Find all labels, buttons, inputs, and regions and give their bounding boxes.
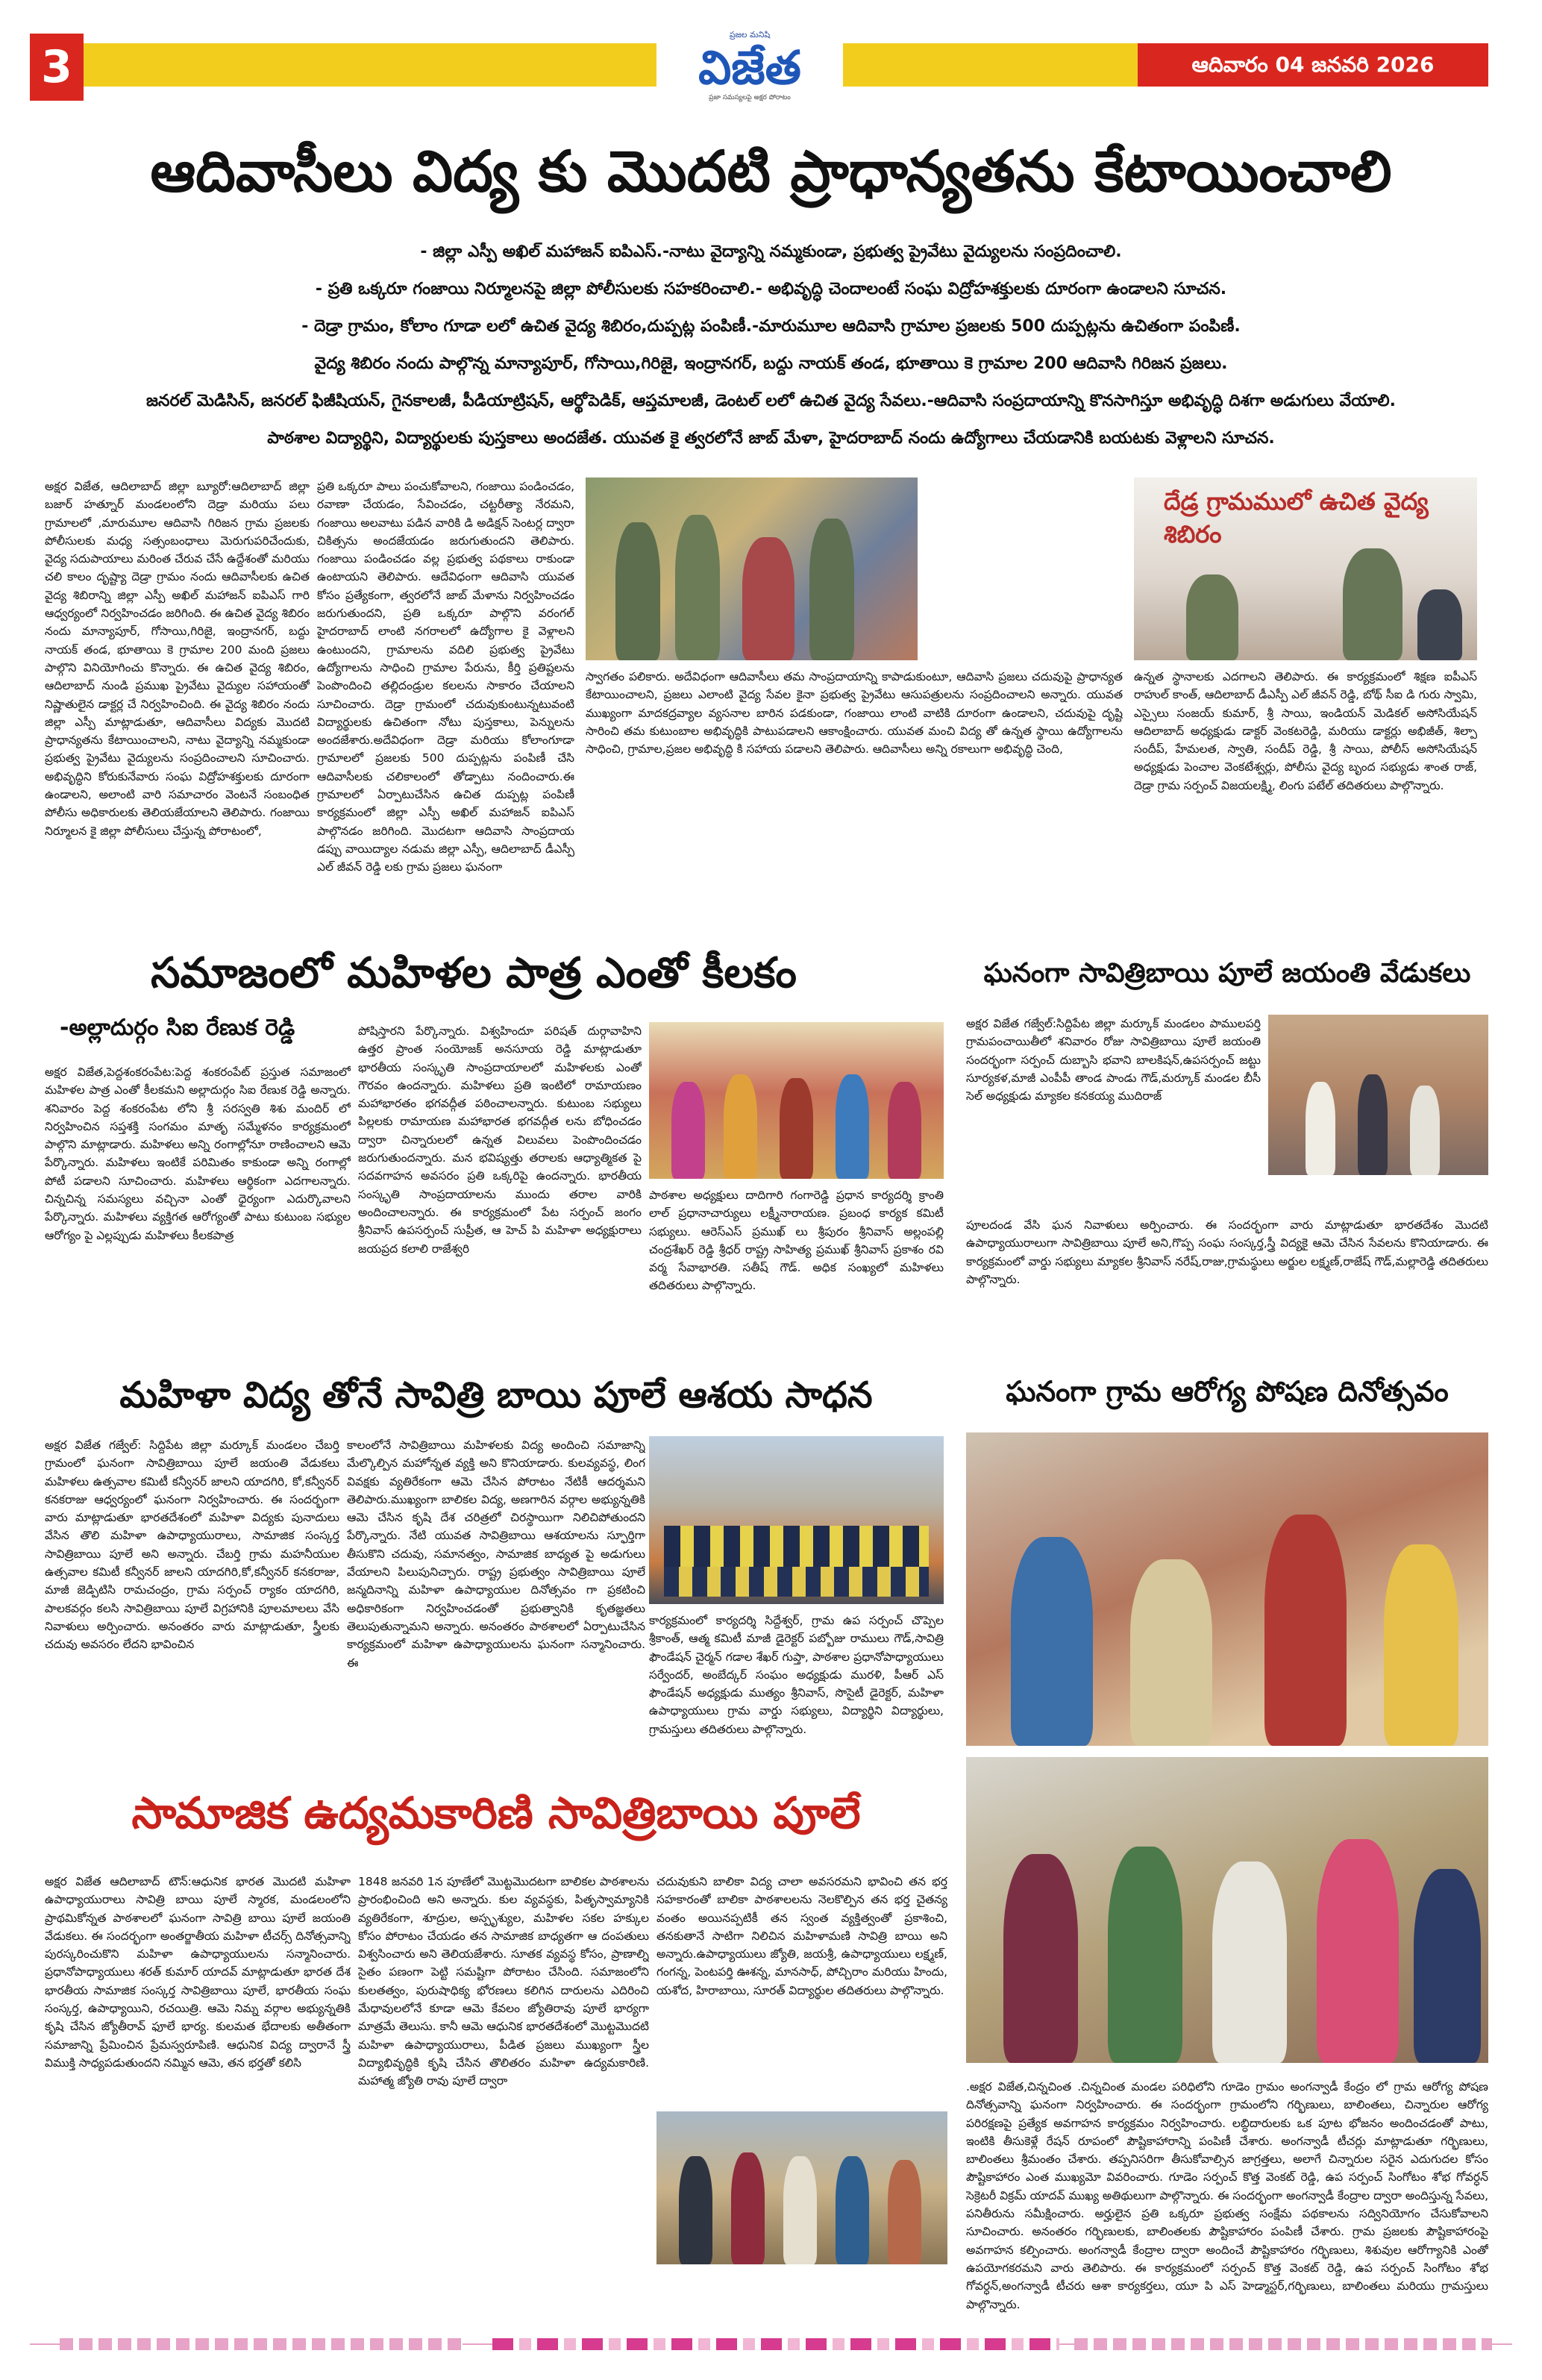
issue-date: ఆదివారం 04 జనవరి 2026 [1138, 43, 1488, 87]
footer-decoration [30, 2337, 1512, 2352]
masthead-logo [656, 30, 843, 101]
lead-headline: ఆదివాసీలు విద్య కు మొదటి ప్రాధాన్యతను కేటాయించాలి [150, 138, 1392, 204]
story2-photo [649, 1022, 944, 1179]
story4-photo-1 [966, 1432, 1488, 1746]
header-bar-right [843, 43, 1138, 87]
story3-headline: ఘనంగా సావిత్రిబాయి పూలే జయంతి వేడుకలు [983, 958, 1471, 989]
lead-column-4: ఉన్నత స్థానాలకు ఎదగాలని తెలిపారు. ఈ కార్యక్రమంలో శిక్షణ ఐపీఎస్ రాహుల్ కాంత్, ఆదిలాబాద్ డీఎస్పీ ఎల్ జీవన్ రెడ్డి, బోథ్ సీఐ డి గురు స్వామి, ఎస్సైలు సంజయ్ కుమార్, శ్రీ సాయి, ఇండియన్ మెడికల్ అసోసియేషన్ ఆదిలాబాద్ అధ్యక్షుడు డాక్టర్ వెంకటరెడ్డి, మరియు డాక్టర్లు అభిజీత్, శిల్పా సందీప్, హేమలత, స్వాతి, సందీప్ రెడ్డి, శ్రీ సాయి, పోలీస్ అసోసియేషన్ అధ్యక్షుడు పెంచాల వెంకటేశ్వర్లు, పోలీసు వైద్య బృంద సభ్యుడు శాంత రాజ్, దెడ్రా గ్రామ సర్పంచ్ విజయలక్ష్మి, లింగు పటేల్ తదితరులు పాల్గొన్నారు. [1134, 670, 1477, 792]
lead-column-2: ప్రతి ఒక్కరూ పాలు పంచుకోవాలని, గంజాయి పండించడం, రవాణా చేయడం, సేవించడం, చట్టరీత్యా నేరమని, గంజాయి అలవాటు పడిన వారికి డి అడిక్షన్ సెంటర్ల ద్వారా చికిత్సను అందజేయడం జరుగుతుందని తెలిపారు. గంజాయి పండించడం వల్ల ప్రభుత్వ పథకాలు రాకుండా ఉంటాయని తెలిపారు. ఆదేవిధంగా ఆదివాసి యువత కోసం ప్రత్యేకంగా, త్వరలోనే జాబ్ మేళాను నిర్వహించడం జరుగుతుందని, ప్రతి ఒక్కరూ పాల్గొని వరంగల్ హైదరాబాద్ లాంటి నగరాలలో ఉద్యోగాల కై వెళ్లాలని ఉంటుందని, గ్రామాలను వదిలి ప్రభుత్వ ప్రైవేటు ఉద్యోగాలను సాధించి గ్రామాల పేరును, కీర్తి ప్రతిష్టలను పెంపొందించి తల్లిదండ్రుల కలలను సాకారం చేయాలని సూచించారు. దెడ్రా గ్రామంలో చదువుకుంటున్నటువంటి విద్యార్థులకు ఉచితంగా నోటు పుస్తకాలు, పెన్నులను అందజేశారు.అదేవిధంగా దెడ్రా మరియు కోలాంగూడా గ్రామాలలో ప్రజలకు 500 దుప్పట్లను పంపిణీ చేసి ఆదివాసీలకు చలికాలంలో తోడ్పాటు నందించారు.ఈ గ్రామాలలో ఏర్పాటుచేసిన ఉచిత దుప్పట్ల పంపిణీ కార్యక్రమంలో జిల్లా ఎస్పీ అఖిల్ మహాజన్ ఐపిఎస్ పాల్గొనడం జరిగింది. మొదటగా ఆదివాసి సాంప్రదాయ డప్పు వాయిద్యాల నడుమ జిల్లా ఎస్పీ, ఆదిలాబాద్ డీఎస్పీ ఎల్ జీవన్ రెడ్డి లకు గ్రామ ప్రజలు ఘనంగా [317, 480, 574, 874]
story5-photo [649, 1436, 944, 1604]
story2-column-2: పోషిస్తారని పేర్కొన్నారు. విశ్వహిందూ పరిషత్ దుర్గావాహిని ఉత్తర ప్రాంత సంయోజక్ అనసూయ రెడ్డి మాట్లాడుతూ భారతీయ సంస్కృతి సాంప్రదాయాలలో మహిళలకు ఎంతో గౌరవం ఉందన్నారు. మహిళలు ప్రతి ఇంటిలో రామాయణం మహాభారతం భగవద్గీత పఠించాలన్నారు. కుటుంబ సభ్యులు పిల్లలకు రామాయణ మహాభారత భగవద్గీత లను బోధించడం ద్వారా చిన్నారులలో ఉన్నత విలువలు పెంపొందించడం జరుగుతుందన్నారు. మన భవిష్యత్తు తరాలకు ఆధ్యాత్మికత పై సదవగాహన అవసరం ప్రతి ఒక్కరిపై ఉందన్నారు. భారతీయ సంస్కృతి సాంప్రదాయాలను ముందు తరాల వారికి అందించాలన్నారు. ఈ కార్యక్రమంలో పేట సర్పంచ్ జంగం శ్రీనివాస్ ఉపసర్పంచ్ సుప్రీత, ఆ హెచ్ పి మహిళా అధ్యక్షురాలు జయప్రద కలాలి రాజేశ్వరి [358, 1024, 642, 1256]
story6-headline: సామాజిక ఉద్యమకారిణి సావిత్రిబాయి పూలే [131, 1788, 861, 1838]
story3-column-1: అక్షర విజేత గజ్వేల్:సిద్దిపేట జిల్లా మర్కూక్ మండలం పాములపర్తి గ్రామపంచాయితీలో శనివారం రోజు సావిత్రిబాయి పూలే జయంతి సందర్భంగా సర్పంచ్ దుబ్బాసి భవాని బాలకిషన్,ఉపసర్పంచ్ జట్టు సూర్యకళ,మాజీ ఎంపీపీ తాండ పాండు గౌడ్,మర్కూక్ మండల బీసీ సెల్ అధ్యక్షుడు మ్యాకల కనకయ్య ముదిరాజ్ [966, 1017, 1261, 1103]
photo-banner-text: దేడ్ర గ్రామములో ఉచిత వైద్య శిబిరం [1164, 487, 1429, 548]
story6-column-1: అక్షర విజేత ఆదిలాబాద్ టౌన్:ఆధునిక భారత మొదటి మహిళా ఉపాధ్యాయురాలు సావిత్రి బాయి పూలే స్మారక, మండలంలోని ప్రాథమికోన్నత పాఠశాలలో ఘనంగా సావిత్రి బాయి పూలే జయంతి వేడుకలు. ఈ సందర్భంగా అంతర్జాతీయ మహిళా టీచర్స్ దినోత్సవాన్ని పురస్కరించుకొని మహిళా ఉపాధ్యాయులను సన్మానించారు. ప్రధానోపాధ్యాయులు శరత్ కుమార్ యాదవ్ మాట్లాడుతూ భారత దేశ భారతీయ సామాజిక సంస్కర్త సావిత్రిబాయి పూలే, భారతీయ సంఘ సంస్కర్త, ఉపాధ్యాయిని, రచయిత్రి. ఆమె నిమ్న వర్గాల అభ్యున్నతికి కృషి చేసిన జ్యోతీరావ్ ఫూలే భార్య. కులమత భేదాలకు అతీతంగా సమాజాన్ని ప్రేమించిన ప్రేమస్వరూపిణి. ఆధునిక విద్య ద్వారానే స్త్రీ విముక్తి సాధ్యపడుతుందని నమ్మిన ఆమె, తన భర్తతో కలిసి [45, 1875, 351, 2070]
story3-photo [1268, 1015, 1488, 1175]
lead-column-3: స్వాగతం పలికారు. అదేవిధంగా ఆదివాసీలు తమ సాంప్రదాయాన్ని కాపాడుకుంటూ, ఆదివాసి ప్రజలు చదువుపై ప్రాధాన్యత కేటాయించాలని, ప్రజలు ఎలాంటి వైద్య సేవల కైనా ప్రభుత్వ ప్రైవేటు ఆసుపత్రులను సంప్రదించాలని అన్నారు. యువత ముఖ్యంగా మాదకద్రవ్యాల వ్యసనాల బారిన పడకుండా, గంజాయి లాంటి వాటికి దూరంగా ఉండాలని, చదువుపై దృష్టి సారించి తమ కుటుంబాల అభివృద్ధికి పాటుపడాలని ఆకాంక్షించారు. యువత మంచి విద్య తో ఉన్నత స్థాయి ఉద్యోగాలను సాధించి, గ్రామాల,ప్రజల అభివృద్ధి కి సహాయ పడాలని తెలిపారు. ఆదివాసీలు అన్ని రకాలుగా అభివృద్ధి చెంది, [586, 670, 1123, 757]
story2-column-1: అక్షర విజేత,పెద్దశంకరంపేట:పెద్ద శంకరంపేట్ ప్రస్తుత సమాజంలో మహిళల పాత్ర ఎంతో కీలకమని అల్లాదుర్గం సిఐ రేణుక రెడ్డి అన్నారు. శనివారం పెద్ద శంకరంపేట లోని శ్రీ సరస్వతి శిశు మందిర్ లో నిర్వహించిన సప్తశక్తి సంగమం మాతృ సమ్మేళనం కార్యక్రమంలో పాల్గొని మాట్లాడారు. మహిళలు అన్ని రంగాల్లోనూ రాణించాలని ఆమె పేర్కొన్నారు. మహిళలు ఇంటికే పరిమితం కాకుండా అన్ని రంగాల్లో పోటీ పడాలని సూచించారు. మహిళలు ఆర్థికంగా ఎదగాలన్నారు. చిన్నచిన్న సమస్యలు వచ్చినా ఎంతో ధైర్యంగా ఎదుర్కొవాలని పేర్కొన్నారు. మహిళలు వ్యక్తిగత ఆరోగ్యంతో పాటు కుటుంబ సభ్యుల ఆరోగ్యం పై ఎల్లప్పుడు మహిళలు కీలకపాత్ర [45, 1065, 351, 1242]
lead-photo-2 [1134, 477, 1477, 660]
story2-column-3: పాఠశాల అధ్యక్షులు దాదిగారి గంగారెడ్డి ప్రధాన కార్యదర్శి క్రాంతి లాల్ ప్రధానాచార్యులు లక్ష్మీనారాయణ. ప్రబంధ కార్యక కమిటీ సభ్యులు. ఆరెస్ఎస్ ప్రముఖ్ లు శ్రీపురం శ్రీనివాస్ అల్లంపల్లి చంద్రశేఖర్ రెడ్డి శ్రీధర్ రాష్ట్ర సాహిత్య ప్రముఖ్ శ్రీనివాస్ ప్రకాశం రవి వర్మ సేవాభారతి. సతీష్ గౌడ్. అధిక సంఖ్యలో మహిళలు తదితరులు పాల్గొన్నారు. [649, 1189, 944, 1293]
story6-column-3: చదువుకుని బాలికా విద్య చాలా అవసరమని భావించి తన భర్త సహకారంతో బాలికా పాఠశాలలను నెలకొల్పిన తన భర్త చైతన్య వంతం అయినప్పటికీ తన స్వంత వ్యక్తిత్వంతో ప్రకాశించి, తనకుతానే సాటిగా నిలిచిన మహిళామణి సావిత్రి బాయి అని అన్నారు.ఉపాధ్యాయులు జ్యోతి, జయశ్రీ, ఉపాధ్యాయులు లక్ష్మణ్, గంగన్న, పెంటపర్తి ఊశన్న, మానసాధ్, పోచ్చిరాం మరియు హిందు, యశోద, హిరాబాయి, సూరత్ విద్యార్థుల తదితరులు పాల్గొన్నారు. [656, 1875, 947, 1997]
story2-byline: -అల్లాదుర్గం సిఐ రేణుక రెడ్డి [60, 1015, 295, 1041]
story2-headline: సమాజంలో మహిళల పాత్ర ఎంతో కీలకం [151, 949, 797, 998]
lead-bullet: - దెడ్రా గ్రామం, కోలాం గూడా లలో ఉచిత వైద్య శిబిరం,దుప్పట్ల పంపిణీ.-మారుమూల ఆదివాసి గ్రామాల ప్రజలకు 500 దుప్పట్లను ఉచితంగా పంపిణీ. [301, 317, 1241, 336]
story4-headline: ఘనంగా గ్రామ ఆరోగ్య పోషణ దినోత్సవం [1006, 1375, 1449, 1408]
lead-column-1: అక్షర విజేత, ఆదిలాబాద్ జిల్లా బ్యూరో:ఆదిలాబాద్ జిల్లా బజార్ హత్నూర్ మండలంలోని దెడ్రా మరియు పలు గ్రామాలలో ,మారుమూల ఆదివాసి గిరిజన గ్రామ ప్రజలకు పోలీసులకు మధ్య సత్సంబంధాలు మెరుగుపరిచేందుకు, వైద్య సదుపాయాలు మరింత చేరువ చేసే ఉద్దేశంతో మరియు చలి కాలం దృష్ట్యా దెడ్రా గ్రామం నందు ఆదివాసీలకు ఉచిత వైద్య శిబిరాన్ని జిల్లా ఎస్పీ అఖిల్ మహాజన్ ఐపిఎస్ గారి ఆధ్వర్యంలో నిర్వహించడం జరిగింది. ఈ ఉచిత వైద్య శిబిరం నందు మాన్యాపూర్, గోసాయి,గిరిజై, ఇంద్రానగర్, బద్దు నాయక్ తండ, భూతాయి కె గ్రామాల 200 మంది ప్రజలు పాల్గొని వినియోగించు కొన్నారు. ఈ ఉచిత వైద్య శిబిరం, ఆదిలాబాద్ నుండి ప్రముఖ ప్రైవేటు వైద్యుల సహాయంతో నిష్ణాతులైన డాక్టర్ల చే నిర్వహించింది. ఈ వైద్య శిబిరం నందు జిల్లా ఎస్పీ మాట్లాడుతూ, ఆదివాసీలు విద్యకు మొదటి ప్రాధాన్యతను కేటాయించాలని, నాటు వైద్యాన్ని నమ్మకుండా ప్రభుత్వ ప్రైవేటు వైద్యులను సంప్రదించాలని సూచించారు. అభివృద్ధిని కోరుకునేవారు సంఘ విద్రోహశక్తులకు దూరంగా ఉండాలని, అలాంటి వారి సమాచారం వెంటనే సంబంధిత పోలీసు అధికారులకు తెలియజేయాలని తెలిపారు. గంజాయి నిర్మూలన కై జిల్లా పోలీసులు చేస్తున్న పోరాటంలో, [45, 480, 310, 838]
story5-column-2: కాలంలోనే సావిత్రిబాయి మహిళలకు విద్య అందించి సమాజాన్ని మేల్కొల్పిన మహోన్నత వ్యక్తి అని కొనియాడారు. కులవ్యవస్థ, లింగ వివక్షకు వ్యతిరేకంగా ఆమె చేసిన పోరాటం నేటికీ ఆదర్శమని తెలిపారు.ముఖ్యంగా బాలికల విద్య, అణగారిన వర్గాల అభ్యున్నతికి ఆమె చేసిన కృషి దేశ చరిత్రలో చిరస్థాయిగా నిలిచిపోతుందని పేర్కొన్నారు. నేటి యువత సావిత్రిబాయి ఆశయాలను స్ఫూర్తిగా తీసుకొని చదువు, సమానత్వం, సామాజిక బాధ్యత పై అడుగులు వేయాలని పిలుపునిచ్చారు. రాష్ట్ర ప్రభుత్వం సావిత్రిబాయి పూలే జన్మదినాన్ని మహిళా ఉపాధ్యాయుల దినోత్సవం గా ప్రకటించి అధికారికంగా నిర్వహించడంతో ప్రభుత్వానికి కృతజ్ఞతలు తెలుపుతున్నామని అన్నారు. అనంతరం పాఠశాలలో ఏర్పాటుచేసిన కార్యక్రమంలో మహిళా ఉపాధ్యాయులను ఘనంగా సన్మానించారు. ఈ [347, 1438, 645, 1670]
logo-name: విజేత [698, 40, 801, 95]
logo-tagline: ప్రజల మనిషి [729, 30, 771, 40]
story5-column-1: అక్షర విజేత గజ్వేల్: సిద్దిపేట జిల్లా మర్కూక్ మండలం చేబర్తి గ్రామంలో ఘనంగా సావిత్రిబాయి పూలే జయంతి వేడుకలు మహిళలు ఉత్సవాల కమిటీ కన్వీనర్ జాలని యాదగిరి, కో,కన్వీనర్ కనకరాజు ఆధ్వర్యంలో ఘనంగా నిర్వహించారు. ఈ సందర్భంగా వారు మాట్లాడుతూ భారతదేశంలో మహిళా విద్యకు పునాదులు వేసిన తొలి మహిళా ఉపాధ్యాయురాలు, సామాజిక సంస్కర్త సావిత్రిబాయి పూలే అని అన్నారు. చేబర్తి గ్రామ మహనీయుల ఉత్సవాల కమిటీ కన్వీనర్ జాలని యాదగిరి,కో,కన్వీనర్ కనకరాజు, మాజీ జెడ్పిటిసి రామచంద్రం, గ్రామ సర్పంచ్ ర్యాకం యాదగిరి, పాలకవర్గం కలసి సావిత్రిబాయి పూలే విగ్రహానికి పూలమాలలు వేసి నివాళులు అర్పించారు. అనంతరం వారు మాట్లాడుతూ, స్త్రీలకు చదువు అవసరం లేదని భావించిన [45, 1438, 339, 1652]
story4-photo-2 [966, 1757, 1488, 2063]
lead-photo-1 [586, 477, 918, 660]
story6-column-2: 1848 జనవరి 1న పూణేలో మొట్టమొదటగా బాలికల పాఠశాలను ప్రారంభించింది అని అన్నారు. కుల వ్యవస్థకు, పితృస్వామ్యానికి వ్యతిరేకంగా, శూద్రుల, అస్పృశ్యుల, మహిళల సకల హక్కుల కోసం పోరాటం చేయడం తన సామాజిక బాధ్యతగా ఆ దంపతులు విశ్వసించారు అని తెలియజేశారు. సూతక వ్యవస్థ కోసం, ప్రాణాల్ని సైతం పణంగా పెట్టి సమష్టిగా పోరాటం చేసింది. సమాజంలోని కులతత్వం, పురుషాధిక్య భోరణలు కలిగిన దారులను ఎదిరించి మేధావులలోనే కూడా ఆమె కేవలం జ్యోతిరావు పూలే భార్యగా మాత్రమే తెలుసు. కానీ ఆమె ఆధునిక భారతదేశంలో మొట్టమొదటి మహిళా ఉపాధ్యాయురాలు, పీడిత ప్రజలు ముఖ్యంగా స్త్రీల విద్యాభివృద్ధికి కృషి చేసిన తొలితరం మహిళా ఉద్యమకారిణి. మహాత్మ జ్యోతి రావు పూలే ద్వారా [358, 1875, 649, 2088]
story3-column-2: పూలదండ వేసి ఘన నివాళులు అర్పించారు. ఈ సందర్భంగా వారు మాట్లాడుతూ భారతదేశం మొదటి ఉపాధ్యాయురాలుగా సావిత్రిబాయి పూలే అని,గొప్ప సంఘ సంస్కర్త,స్త్రీ విద్యకై ఆమె చేసిన సేవలను కొనియాడారు. ఈ కార్యక్రమంలో వార్డు సభ్యులు మ్యాకల శ్రీనివాస్ నరేష్,రాజు,గ్రామస్థులు అర్జుల లక్ష్మణ్,రాజేష్ గౌడ్,మల్లారెడ్డి తదితరులు పాల్గొన్నారు. [966, 1218, 1488, 1286]
logo-subtitle: ప్రజా సమస్యలపై అక్షర పోరాటం [709, 94, 791, 101]
page-number: 3 [30, 34, 84, 101]
story5-column-3: కార్యక్రమంలో కార్యదర్శి సిద్దేశ్వర్, గ్రామ ఉప సర్పంచ్ చొప్పెల శ్రీకాంత్, ఆత్మ కమిటీ మాజీ డైరెక్టర్ పబ్బోజు రాములు గౌడ్,సావిత్రి ఫౌండేషన్ చైర్మన్ గడాల శేఖర్ గుప్తా, పాఠశాల ప్రధానోపాధ్యాయులు సర్వేందర్, అంబేద్కర్ సంఘం అధ్యక్షుడు మురళి, పీఆర్ ఎస్ ఫౌండేషన్ అధ్యక్షుడు ముత్యం శ్రీనివాస్, సొసైటీ డైరెక్టర్, మహిళా ఉపాధ్యాయులు గ్రామ వార్డు సభ్యులు, విద్యార్థిని విద్యార్థులు, గ్రామస్తులు తదితరులు పాల్గొన్నారు. [649, 1614, 944, 1736]
lead-bullet: జనరల్ మెడిసిన్, జనరల్ ఫిజీషియన్, గైనకాలజీ, పీడియాట్రిషన్, ఆర్థోపెడిక్, ఆప్తమాలజీ, డెంటల్ లలో ఉచిత వైద్య సేవలు.-ఆదివాసి సంప్రదాయాన్ని కొనసాగిస్తూ అభివృద్ధి దిశగా అడుగులు వేయాలి. [145, 392, 1397, 410]
story5-headline: మహిళా విద్య తోనే సావిత్రి బాయి పూలే ఆశయ సాధన [119, 1374, 873, 1416]
lead-bullet: - జిల్లా ఎస్పీ అఖిల్ మహాజన్ ఐపిఎస్.-నాటు వైద్యాన్ని నమ్మకుండా, ప్రభుత్వ ప్రైవేటు వైద్యులను సంప్రదించాలి. [420, 242, 1122, 261]
lead-bullet: పాఠశాల విద్యార్థిని, విద్యార్థులకు పుస్తకాలు అందజేత. యువత కై త్వరలోనే జాబ్ మేళా, హైదరాబాద్ నందు ఉద్యోగాలు చేయడానికి బయటకు వెళ్లాలని సూచన. [267, 429, 1275, 448]
story7-column-1: .అక్షర విజేత,చిన్నచింత .చిన్నచింత మండల పరిధిలోని గూడెం గ్రామం అంగన్వాడీ కేంద్రం లో గ్రామ ఆరోగ్య పోషణ దినోత్సవాన్ని ఘనంగా నిర్వహించారు. ఈ సందర్భంగా గ్రామంలోని గర్భిణులు, బాలింతలు, చిన్నారుల ఆరోగ్య పరిరక్షణపై ప్రత్యేక అవగాహన కార్యక్రమం నిర్వహించారు. లబ్ధిదారులకు ఒక పూట భోజనం అందించడంతో పాటు, ఇంటికి తీసుకెళ్లే రేషన్ రూపంలో పౌష్టికాహారాన్ని పంపిణీ చేశారు. అంగన్వాడీ టీచర్లు మాట్లాడుతూ గర్భిణులు, బాలింతలు శ్రీమంతం చేశారు. తప్పనిసరిగా తీసుకోవాల్సిన జాగ్రత్తలు, అలాగే చిన్నారుల సరైన ఎదుగుదల కోసం పౌష్టికాహారం ఎంత ముఖ్యమో వివరించారు. గూడెం సర్పంచ్ కొత్త వెంకట్ రెడ్డి, ఉప సర్పంచ్ సింగోటం శోభ గోవర్ధన్ సెక్రెటరీ విక్రమ్ యాదవ్ ముఖ్య అతిథులుగా పాల్గొన్నారు. ఈ సందర్భంగా అంగన్వాడీ కేంద్రాల ద్వారా అందిస్తున్న సేవలు, పనితీరును సమీక్షించారు. అర్హులైన ప్రతి ఒక్కరూ ప్రభుత్వ సంక్షేమ పథకాలను సద్వినియోగం చేసుకోవాలని సూచించారు. అనంతరం గర్భిణులకు, బాలింతలకు పౌష్టికాహారం పంపిణీ చేశారు. గ్రామ ప్రజలకు పౌష్టికాహారంపై అవగాహన కల్పించారు. అంగన్వాడీ కేంద్రాల ద్వారా అందించే పౌష్టికాహారం గర్భిణులు, శిశువుల ఆరోగ్యానికి ఎంతో ఉపయోగకరమని వారు తెలిపారు. ఈ కార్యక్రమంలో సర్పంచ్ కొత్త వెంకట్ రెడ్డి, ఉప సర్పంచ్ సింగోటం శోభ గోవర్ధన్,అంగన్వాడీ టీచరు ఆశా కార్యకర్తలు, యూ పి ఎస్ హెడ్మాస్టర్,గర్భిణులు, బాలింతలు మరియు గ్రామస్తులు పాల్గొన్నారు. [966, 2080, 1488, 2311]
header-bar-left [84, 43, 656, 87]
story6-photo [656, 2111, 947, 2264]
lead-bullet: వైద్య శిబిరం నందు పాల్గొన్న మాన్యాపూర్, గోసాయి,గిరిజై, ఇంద్రానగర్, బద్దు నాయక్ తండ, భూతాయి కె గ్రామాల 200 ఆదివాసి గిరిజన ప్రజలు. [314, 354, 1228, 373]
lead-bullet: - ప్రతి ఒక్కరూ గంజాయి నిర్మూలనపై జిల్లా పోలీసులకు సహకరించాలి.- అభివృద్ధి చెందాలంటే సంఘ విద్రోహశక్తులకు దూరంగా ఉండాలని సూచన. [315, 280, 1227, 298]
